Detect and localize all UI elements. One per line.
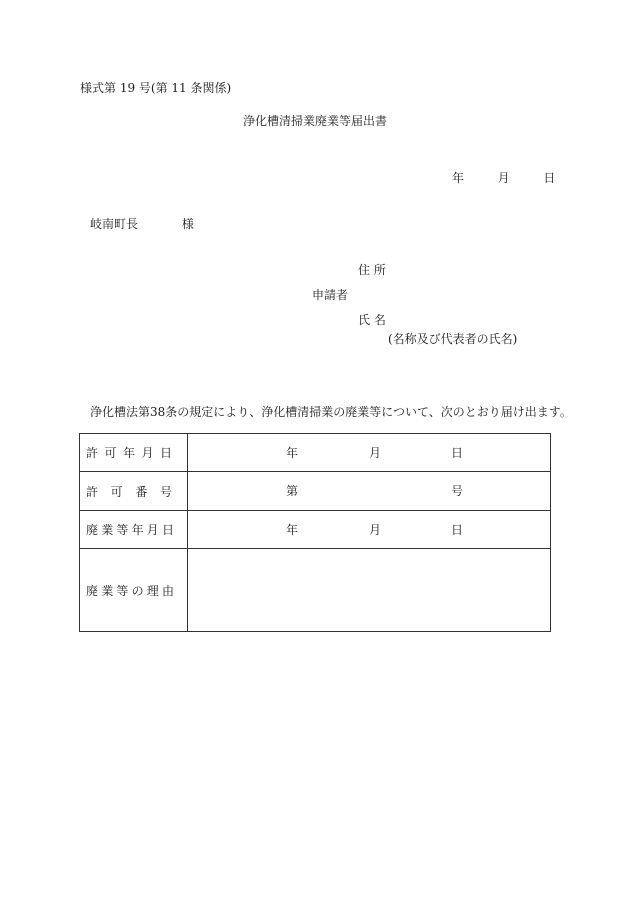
permit-number-field[interactable] xyxy=(188,472,551,511)
permit-date-year-label: 年 xyxy=(286,445,299,460)
name-label: 氏 名 xyxy=(358,313,386,327)
label-char: 由 xyxy=(161,583,174,598)
label-char: の xyxy=(131,583,144,598)
label-char: 日 xyxy=(159,446,172,460)
label-char: 業 xyxy=(101,523,114,537)
row-label-closure-reason xyxy=(80,549,188,632)
form-number: 様式第 19 号(第 11 条関係) xyxy=(80,81,232,95)
label-char: 月 xyxy=(141,446,154,460)
address-label: 住 所 xyxy=(358,263,386,277)
closure-date-year-label: 年 xyxy=(286,522,299,537)
document-title: 浄化槽清掃業廃業等届出書 xyxy=(242,114,387,128)
label-char: 可 xyxy=(104,446,117,460)
label-char: 年 xyxy=(131,523,144,537)
label-char: 許 xyxy=(86,484,99,499)
permit-number-suffix: 号 xyxy=(451,484,464,498)
label-char: 等 xyxy=(116,583,129,598)
recipient-name: 岐南町長 xyxy=(90,217,139,231)
recipient-honorific: 様 xyxy=(181,217,194,231)
label-char: 許 xyxy=(86,446,99,460)
closure-date-field[interactable] xyxy=(188,511,551,549)
recipient xyxy=(90,218,194,230)
table-row xyxy=(80,472,551,511)
permit-number-prefix: 第 xyxy=(286,484,299,498)
closure-date-day-label: 日 xyxy=(451,522,464,537)
label-char: 等 xyxy=(116,523,129,537)
table-row xyxy=(80,511,551,549)
label-char: 月 xyxy=(146,523,159,537)
form-table xyxy=(79,433,551,632)
date-day-label: 日 xyxy=(543,171,556,185)
name-note: (名称及び代表者の氏名) xyxy=(388,332,518,346)
label-char: 号 xyxy=(159,484,172,499)
permit-date-day-label: 日 xyxy=(451,445,464,460)
permit-date-month-label: 月 xyxy=(369,445,382,460)
row-label-permit-date xyxy=(80,434,188,472)
label-char: 理 xyxy=(146,583,159,598)
date-year-label: 年 xyxy=(452,171,465,185)
row-label-permit-number xyxy=(80,472,188,511)
permit-date-field[interactable] xyxy=(188,434,551,472)
closure-date-month-label: 月 xyxy=(369,522,382,537)
label-char: 可 xyxy=(110,484,123,499)
applicant-label: 申請者 xyxy=(312,288,349,302)
label-char: 番 xyxy=(135,484,148,499)
table-row xyxy=(80,434,551,472)
label-char: 廃 xyxy=(86,583,99,598)
table-row xyxy=(80,549,551,632)
date-line xyxy=(452,172,555,184)
statement-text: 浄化槽法第38条の規定により、浄化槽清掃業の廃業等について、次のとおり届け出ます。 xyxy=(90,405,572,419)
date-month-label: 月 xyxy=(497,171,510,185)
label-char: 廃 xyxy=(86,523,99,537)
label-char: 年 xyxy=(122,446,135,460)
label-char: 業 xyxy=(101,583,114,598)
closure-reason-field[interactable] xyxy=(188,549,551,632)
row-label-closure-date xyxy=(80,511,188,549)
label-char: 日 xyxy=(161,523,174,537)
